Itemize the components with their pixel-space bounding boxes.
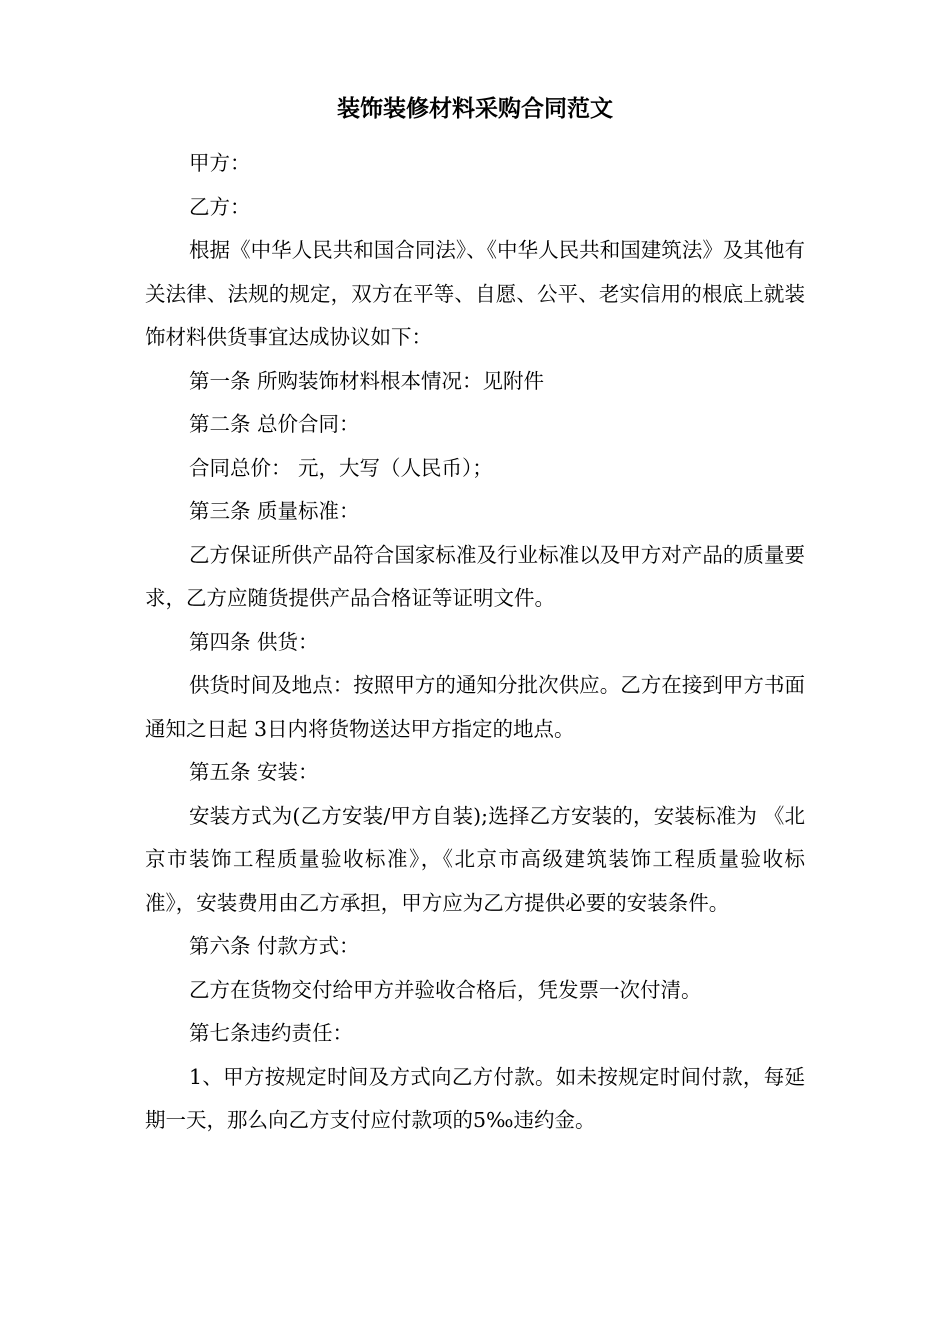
document-title: 装饰装修材料采购合同范文 (337, 96, 613, 122)
article-3-heading: 第三条 质量标准： (189, 499, 360, 523)
total-price-line: 合同总价： 元，大写（人民币）； (189, 455, 493, 480)
party-a-line: 甲方： (189, 151, 251, 175)
article-2-heading: 第二条 总价合同： (189, 412, 360, 436)
article-5-heading: 第五条 安装： (189, 760, 319, 784)
installation-paragraph: 安装方式为(乙方安装/甲方自装);选择乙方安装的，安装标准为 《北京市装饰工程质量验收标准》，《北京市高级建筑装饰工程质量验收标准》，安装费用由乙方承担，甲方应为乙方提供必要的安装条件。 (145, 803, 805, 915)
article-6-heading: 第六条 付款方式： (189, 934, 360, 958)
supply-paragraph: 供货时间及地点：按照甲方的通知分批次供应。乙方在接到甲方书面通知之日起 3日内将货物送达甲方指定的地点。 (145, 673, 805, 741)
party-b-line: 乙方： (189, 194, 251, 219)
preamble-paragraph: 根据《中华人民共和国合同法》、《中华人民共和国建筑法》及其他有关法律、法规的规定，双方在平等、自愿、公平、老实信用的根底上就装饰材料供货事宜达成协议如下： (145, 238, 805, 349)
article-1-heading: 第一条 所购装饰材料根本情况：见附件 (189, 368, 545, 393)
article-4-heading: 第四条 供货： (189, 629, 319, 654)
article-7-heading: 第七条违约责任： (189, 1021, 353, 1045)
payment-paragraph: 乙方在货物交付给甲方并验收合格后，凭发票一次付清。 (189, 977, 702, 1002)
quality-paragraph: 乙方保证所供产品符合国家标准及行业标准以及甲方对产品的质量要求，乙方应随货提供产品合格证等证明文件。 (145, 542, 805, 610)
document-body (145, 142, 805, 1143)
liability-paragraph-1: 1、甲方按规定时间及方式向乙方付款。如未按规定时间付款，每延期一天，那么向乙方支付应付款项的5‰违约金。 (145, 1064, 805, 1132)
